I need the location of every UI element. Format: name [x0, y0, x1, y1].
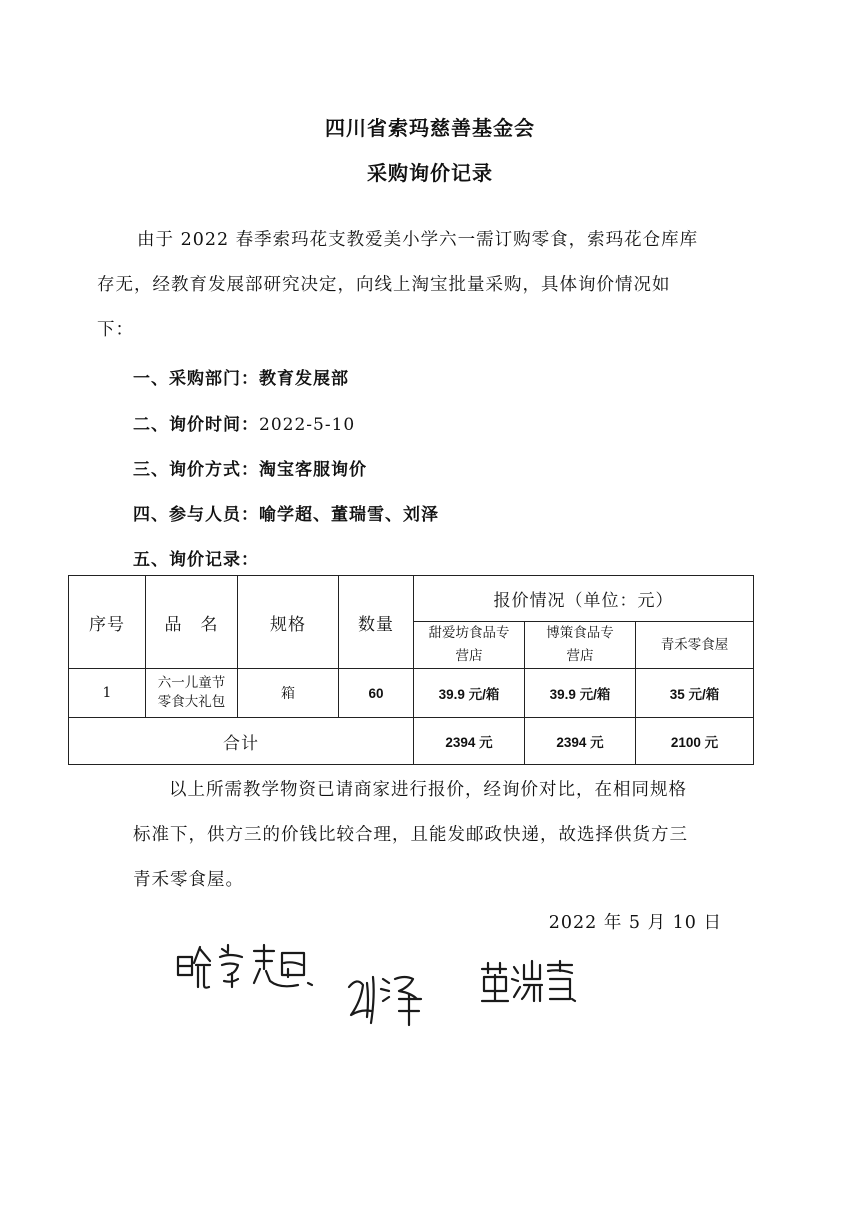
- item-inquiry-method: 三、询价方式：淘宝客服询价: [133, 460, 367, 480]
- th-supplier-3: 青禾零食屋: [636, 622, 754, 669]
- cell-price-3: 35 元/箱: [636, 669, 754, 718]
- conclusion-line-1: 以上所需教学物资已请商家进行报价，经询价对比，在相同规格: [169, 780, 687, 800]
- cell-no: 1: [69, 669, 146, 718]
- item-inquiry-time: 二、询价时间：2022-5-10: [133, 415, 356, 435]
- cell-price-1: 39.9 元/箱: [414, 669, 525, 718]
- conclusion-paragraph: [97, 768, 757, 903]
- item-department: 一、采购部门：教育发展部: [133, 369, 349, 389]
- total-row: [69, 718, 754, 765]
- org-title: 四川省索玛慈善基金会: [325, 116, 535, 140]
- conclusion-line-3: 青禾零食屋。: [133, 870, 244, 890]
- table-row: [69, 669, 754, 718]
- intro-paragraph: [97, 218, 752, 353]
- inquiry-table: [68, 575, 754, 765]
- cell-name: 六一儿童节 零食大礼包: [146, 669, 238, 718]
- conclusion-line-2: 标准下，供方三的价钱比较合理，且能发邮政快递，故选择供货方三: [133, 825, 688, 845]
- cell-price-2: 39.9 元/箱: [525, 669, 636, 718]
- cell-total-3: 2100 元: [636, 718, 754, 765]
- signature-liu-ze: [343, 965, 433, 1035]
- th-no: 序号: [69, 576, 146, 669]
- intro-line-3: 下：: [97, 320, 134, 340]
- th-supplier-2: 博策食品专 营店: [525, 622, 636, 669]
- cell-total-2: 2394 元: [525, 718, 636, 765]
- intro-line-2: 存无，经教育发展部研究决定，向线上淘宝批量采购，具体询价情况如: [97, 275, 671, 295]
- document-date: 2022 年 5 月 10 日: [548, 913, 722, 933]
- cell-total-1: 2394 元: [414, 718, 525, 765]
- intro-line-1: 由于 2022 春季索玛花支教爱美小学六一需订购零食，索玛花仓库库: [137, 230, 699, 250]
- th-supplier-1: 甜爱坊食品专 营店: [414, 622, 525, 669]
- cell-total-label: 合计: [69, 718, 414, 765]
- th-spec: 规格: [238, 576, 339, 669]
- th-quote: 报价情况（单位：元）: [414, 576, 754, 622]
- item-participants: 四、参与人员：喻学超、董瑞雪、刘泽: [133, 505, 439, 525]
- th-qty: 数量: [339, 576, 414, 669]
- signature-dong-ruixue: [478, 957, 578, 1012]
- cell-spec: 箱: [238, 669, 339, 718]
- cell-qty: 60: [339, 669, 414, 718]
- doc-title: 采购询价记录: [367, 161, 493, 185]
- item-inquiry-record: 五、询价记录：: [133, 550, 259, 570]
- th-name: 品 名: [146, 576, 238, 669]
- signature-yu-xuechao: [170, 935, 330, 995]
